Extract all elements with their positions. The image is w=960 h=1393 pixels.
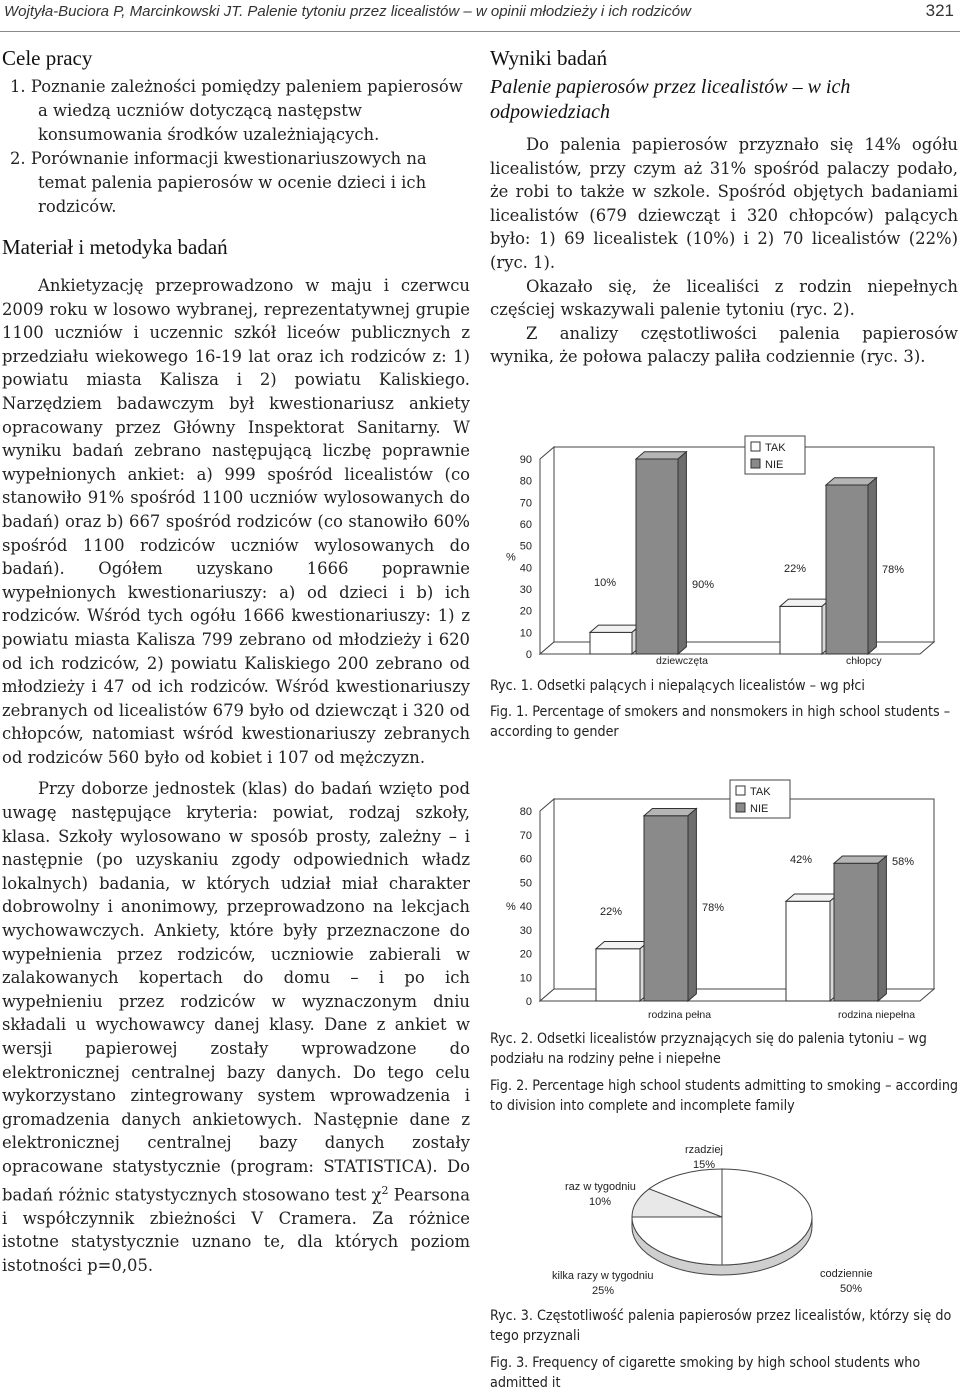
category-label: dziewczęta — [656, 655, 708, 667]
category-label: chłopcy — [846, 655, 882, 667]
slice-label: raz w tygodniu — [565, 1181, 636, 1193]
aims-list — [2, 75, 470, 219]
bar-front — [590, 632, 632, 654]
bar-tak — [590, 625, 640, 654]
side-wall — [540, 799, 554, 1001]
methods-paragraph-1: Ankietyzację przeprowadzono w maju i czerwcu 2009 roku w losowo wybranej, reprezentatywnej grupie 1100 uczniów i uczennic szkół liceów publicznych z przedziału wiekowego 16-19 lat oraz ich rodziców z: 1) powiatu miasta Kalisza i 2) powiatu Kaliskiego. Narzędziem badawczym był kwestionariusz ankiety opracowany przez Główny Inspektorat Sanitarny. W wyniku badań zebrano następującą liczbę poprawnie wypełnionych ankiet: a) 999 spośród licealistów (co stanowiło 91% spośród 1100 uczniów wylosowanych do badań) oraz b) 667 spośród rodziców (co stanowiło 60% spośród 1100 rodziców uczniów wylosowanych do badań). Ogółem uzyskano 1666 poprawnie wypełnionych kwestionariuszy: a) od dzieci i b) ich rodziców. Wśród tych ogółu 1666 kwestionariuszy: 1) z powiatu miasta Kalisza 799 zebrano od młodzieży i 620 od ich rodziców, 2) powiatu Kaliskiego 200 zebrano od młodzieży i 47 od ich rodziców. Wśród kwestionariuszy zebranych od licealistów 679 było od dziewcząt i 320 od chłopców, natomiast wśród kwestionariuszy zebranych od rodziców 560 było od kobiet i 107 od mężczyzn. — [2, 276, 470, 767]
results-paragraph-2: Okazało się, że licealiści z rodzin niepełnych częściej wskazywali palenie tytoniu (ryc. 2). — [490, 276, 958, 320]
figure-1-caption-pl: Ryc. 1. Odsetki palących i niepalących licealistów – wg płci — [490, 678, 865, 694]
bar-front — [834, 863, 878, 1001]
methods-paragraph-2-b: Pearsona i współczynnik zbieżności V Cramera. Za różnice istotne statystycznie uznano te, dla których poziom istotności p=0,05. — [2, 1185, 470, 1275]
y-tick-label: 90 — [519, 454, 532, 466]
bar-front — [826, 485, 868, 654]
data-label: 78% — [882, 564, 905, 576]
figure-2-chart — [490, 760, 960, 1029]
slice-value: 25% — [592, 1285, 615, 1297]
legend-label-tak: TAK — [765, 442, 786, 454]
data-label: 42% — [790, 854, 813, 866]
figure-2-svg — [490, 760, 960, 1025]
results-paragraph-3: Z analizy częstotliwości palenia papierosów wynika, że połowa palaczy paliła codziennie (ryc. 3). — [490, 323, 958, 367]
aim-item-1: 1. Poznanie zależności pomiędzy paleniem papierosów a wiedzą uczniów dotyczącą następstw konsumowania środków uzależniających. — [10, 77, 463, 144]
legend-label-nie: NIE — [765, 459, 784, 471]
y-tick-label: 20 — [519, 605, 532, 618]
pie-slice — [632, 1217, 722, 1265]
bar-side — [878, 856, 886, 1001]
data-label: 90% — [692, 579, 715, 591]
bar-tak — [786, 894, 838, 1001]
y-tick-label: 80 — [519, 475, 532, 488]
data-label: 10% — [594, 577, 617, 589]
data-label: 22% — [600, 906, 623, 918]
y-tick-label: 50 — [519, 540, 532, 553]
legend-swatch-nie — [751, 459, 760, 468]
figure-3-caption-pl: Ryc. 3. Częstotliwość palenia papierosów przez licealistów, którzy się do tego przyznali — [490, 1308, 952, 1344]
bar-front — [786, 901, 830, 1001]
bar-front — [644, 816, 688, 1001]
bar-nie — [826, 478, 876, 654]
y-axis-label: % — [506, 901, 516, 913]
slice-value: 15% — [693, 1159, 716, 1171]
figure-3-caption-en: Fig. 3. Frequency of cigarette smoking by high school students who admitted it — [490, 1355, 921, 1391]
y-tick-label: 40 — [519, 901, 532, 913]
bar-side — [868, 478, 876, 654]
legend-swatch-nie — [736, 803, 745, 812]
y-tick-label: 40 — [519, 562, 532, 575]
aims-heading: Cele pracy — [2, 46, 93, 70]
right-column — [490, 46, 958, 369]
bar-side — [678, 452, 686, 654]
y-tick-label: 70 — [519, 497, 532, 510]
pie-label — [685, 1144, 723, 1171]
chi-square-superscript: 2 — [381, 1183, 389, 1197]
bar-nie — [644, 809, 696, 1001]
y-tick-label: 70 — [519, 829, 532, 842]
category-label: rodzina niepełna — [838, 1009, 916, 1021]
figure-1-chart — [490, 418, 960, 680]
slice-label: kilka razy w tygodniu — [552, 1270, 654, 1282]
figure-1-caption-en-text: Fig. 1. Percentage of smokers and nonsmokers in high school students – according to gender — [490, 704, 951, 740]
back-wall — [554, 447, 934, 642]
legend-label-nie: NIE — [750, 803, 769, 815]
figure-2-caption-pl: Ryc. 2. Odsetki licealistów przyznających się do palenia tytoniu – wg podziału na rodziny pełne i niepełne — [490, 1031, 927, 1067]
figure-1-svg — [490, 418, 960, 676]
bar-front — [780, 606, 822, 654]
side-wall — [540, 447, 554, 654]
running-header — [0, 0, 960, 28]
figure-3-svg — [490, 1135, 960, 1300]
slice-value: 50% — [840, 1283, 863, 1295]
header-rule — [0, 31, 960, 32]
y-tick-label: 30 — [519, 924, 532, 937]
pie-label — [565, 1181, 636, 1208]
figure-2-caption-en: Fig. 2. Percentage high school students admitting to smoking – according to division into complete and incomplete family — [490, 1078, 959, 1114]
methods-paragraph-2-a: Przy doborze jednostek (klas) do badań wzięto pod uwagę następujące kryteria: powiat, rodzaj szkoły, klasa. Szkoły wylosowano w sposób prosty, zależny – i następnie (po uzyskaniu zgody odpowiednich władz lokalnych) badania, w których udział miał charakter dobrowolny i anonimowy, przeprowadzono na lekcjach wychowawczych. Ankiety, które były przeznaczone do wypełnienia przez rodziców, uczniowie zabierali w zalakowanych kopertach do domu – i po ich wypełnieniu przez rodziców w wyznaczonym dniu składali u wychowawcy danej klasy. Dane z ankiet w wersji papierowej zostały wprowadzone do elektronicznej centralnej bazy danych. Do tego celu wykorzystano zintegrowany system wprowadzenia i gromadzenia danych ankietowych. Następnie dane z elektronicznej centralnej bazy danych zostały opracowane statystycznie (program: STATISTICA). Do badań różnic statystycznych stosowano test χ — [2, 779, 470, 1205]
y-tick-label: 10 — [519, 627, 532, 640]
pie-label — [552, 1270, 654, 1297]
page-number: 321 — [925, 1, 954, 20]
results-paragraph-1: Do palenia papierosów przyznało się 14% ogółu licealistów, przy czym aż 31% spośród palaczy podało, że robi to także w szkole. Spośród objętych badaniami licealistów (679 dziewcząt i 320 chłopców) palących było: 1) 69 licealistek (10%) i 2) 70 licealistów (22%) (ryc. 1). — [490, 135, 958, 272]
left-column — [2, 46, 470, 1277]
y-tick-label: 0 — [525, 996, 532, 1008]
figure-3-chart — [490, 1135, 960, 1304]
slice-label: codziennie — [820, 1268, 873, 1280]
data-label: 58% — [892, 856, 915, 868]
y-tick-label: 0 — [525, 649, 532, 661]
legend-label-tak: TAK — [750, 786, 771, 798]
bar-front — [596, 949, 640, 1001]
results-heading: Wyniki badań — [490, 46, 608, 70]
y-axis-label: % — [506, 551, 516, 564]
legend-swatch-tak — [751, 442, 760, 451]
methods-heading: Materiał i metodyka badań — [2, 235, 228, 259]
figure-1-caption-en — [490, 702, 960, 742]
y-tick-label: 30 — [519, 584, 532, 596]
bar-tak — [780, 599, 830, 654]
data-label: 22% — [784, 563, 807, 575]
slice-label: rzadziej — [685, 1144, 723, 1156]
bar-front — [636, 459, 678, 654]
y-tick-label: 60 — [519, 519, 532, 531]
bar-tak — [596, 942, 648, 1001]
category-label: rodzina pełna — [648, 1009, 712, 1021]
y-tick-label: 10 — [519, 972, 532, 985]
bar-nie — [834, 856, 886, 1001]
slice-value: 10% — [589, 1196, 612, 1208]
bar-side — [688, 809, 696, 1001]
data-label: 78% — [702, 902, 725, 914]
legend-swatch-tak — [736, 786, 745, 795]
aim-item-2: 2. Porównanie informacji kwestionariuszowych na temat palenia papierosów w ocenie dzieci i ich rodziców. — [10, 149, 427, 216]
y-tick-label: 20 — [519, 948, 532, 961]
pie-label — [820, 1268, 873, 1295]
y-tick-label: 60 — [519, 853, 532, 866]
y-tick-label: 50 — [519, 877, 532, 890]
results-subheading: Palenie papierosów przez licealistów – w ich odpowiedziach — [490, 76, 851, 123]
bar-nie — [636, 452, 686, 654]
header-citation: Wojtyła-Buciora P, Marcinkowski JT. Palenie tytoniu przez licealistów – w opinii młodzieży i ich rodziców — [4, 3, 691, 20]
y-tick-label: 80 — [519, 806, 532, 818]
methods-paragraph-2 — [2, 777, 470, 1277]
